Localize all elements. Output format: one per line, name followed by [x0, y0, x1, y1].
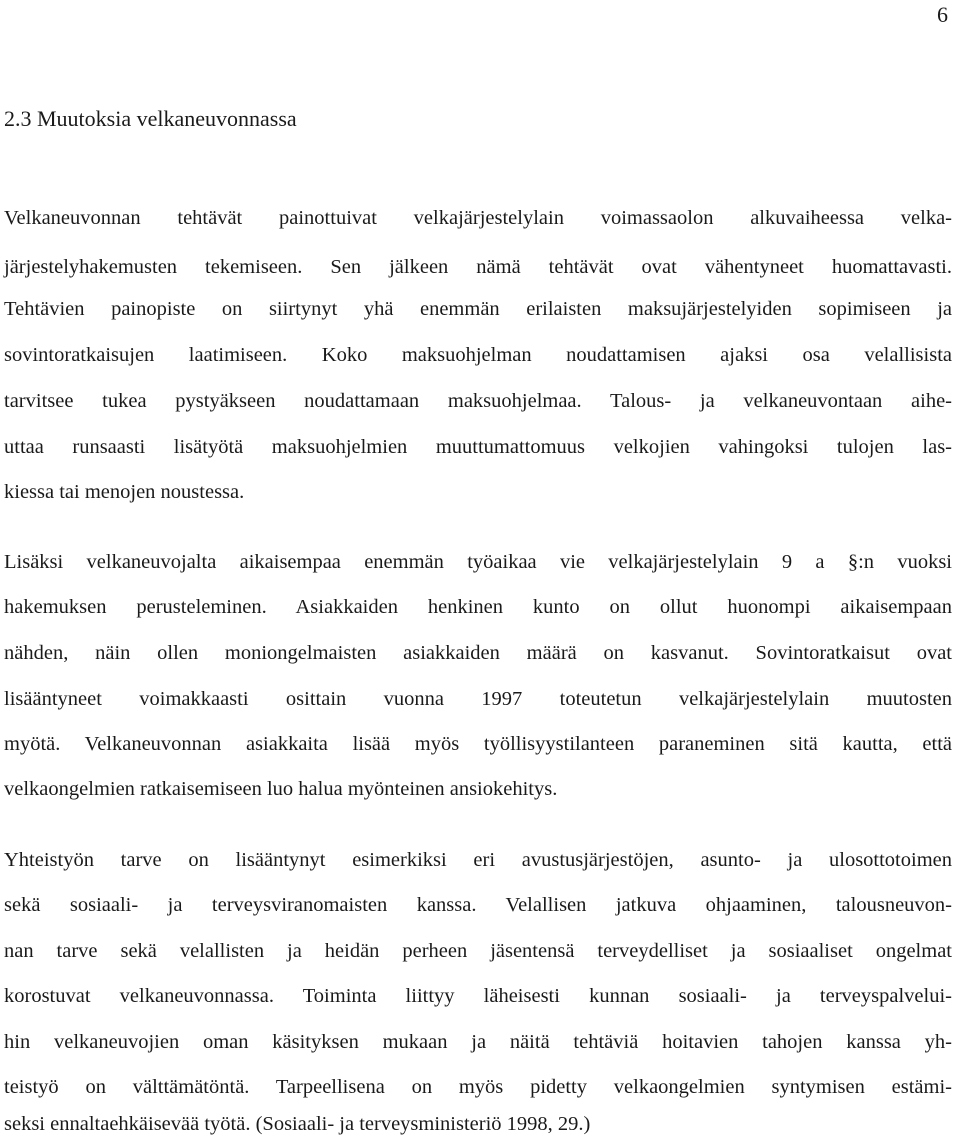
text-line: lisääntyneet voimakkaasti osittain vuonna 1997 toteutetun velkajärjestelylain muutosten [4, 688, 952, 710]
section-heading: 2.3 Muutoksia velkaneuvonnassa [4, 106, 297, 131]
text-line: tarvitsee tukea pystyäkseen noudattamaan maksuohjelmaa. Talous- ja velkaneuvontaan aihe- [4, 390, 952, 412]
text-line: järjestelyhakemusten tekemiseen. Sen jälkeen nämä tehtävät ovat vähentyneet huomattavasti. [4, 256, 952, 278]
text-line: hin velkaneuvojien oman käsityksen mukaan ja näitä tehtäviä hoitavien tahojen kanssa yh- [4, 1031, 952, 1053]
page-number: 6 [937, 2, 948, 27]
text-line: korostuvat velkaneuvonnassa. Toiminta liittyy läheisesti kunnan sosiaali- ja terveyspalvelui- [4, 985, 952, 1007]
text-line: nan tarve sekä velallisten ja heidän perheen jäsentensä terveydelliset ja sosiaaliset ongelmat [4, 940, 952, 962]
text-line: hakemuksen perusteleminen. Asiakkaiden henkinen kunto on ollut huonompi aikaisempaan [4, 596, 952, 618]
text-line: sovintoratkaisujen laatimiseen. Koko maksuohjelman noudattamisen ajaksi osa velallisista [4, 344, 952, 366]
text-line: uttaa runsaasti lisätyötä maksuohjelmien muuttumattomuus velkojien vahingoksi tulojen las- [4, 436, 952, 458]
text-line: velkaongelmien ratkaisemiseen luo halua myönteinen ansiokehitys. [4, 778, 558, 800]
text-line: nähden, näin ollen moniongelmaisten asiakkaiden määrä on kasvanut. Sovintoratkaisut ovat [4, 642, 952, 664]
text-line: sekä sosiaali- ja terveysviranomaisten kanssa. Velallisen jatkuva ohjaaminen, talousneuvon- [4, 894, 952, 916]
text-line: seksi ennaltaehkäisevää työtä. (Sosiaali- ja terveysministeriö 1998, 29.) [4, 1113, 591, 1135]
text-line: Yhteistyön tarve on lisääntynyt esimerkiksi eri avustusjärjestöjen, asunto- ja ulosottotoimen [4, 849, 952, 871]
text-line: Lisäksi velkaneuvojalta aikaisempaa enemmän työaikaa vie velkajärjestelylain 9 a §:n vuoksi [4, 551, 952, 573]
text-line: kiessa tai menojen noustessa. [4, 481, 245, 503]
text-line: myötä. Velkaneuvonnan asiakkaita lisää myös työllisyystilanteen paraneminen sitä kautta, että [4, 733, 952, 755]
text-line: Tehtävien painopiste on siirtynyt yhä enemmän erilaisten maksujärjestelyiden sopimiseen ja [4, 298, 952, 320]
text-line: teistyö on välttämätöntä. Tarpeellisena on myös pidetty velkaongelmien syntymisen estämi- [4, 1076, 952, 1098]
text-line: Velkaneuvonnan tehtävät painottuivat velkajärjestelylain voimassaolon alkuvaiheessa velka- [4, 207, 952, 229]
